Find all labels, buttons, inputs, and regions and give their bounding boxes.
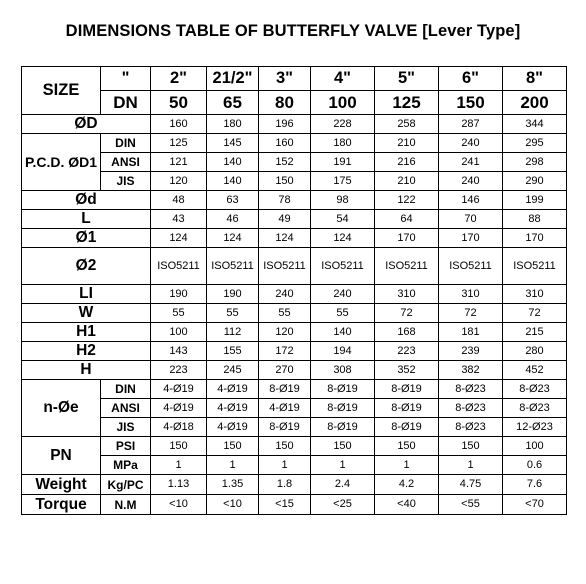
size-inch-cell: 4": [311, 67, 375, 91]
value-cell: 150: [311, 437, 375, 456]
value-cell: 150: [375, 437, 439, 456]
size-dn-cell: 80: [259, 91, 311, 115]
value-cell: <15: [259, 495, 311, 515]
table-row: [22, 437, 567, 456]
size-dn-cell: 65: [207, 91, 259, 115]
value-cell: 241: [439, 153, 503, 172]
value-cell: 124: [151, 229, 207, 248]
value-cell: 8-Ø19: [375, 380, 439, 399]
value-cell: 382: [439, 361, 503, 380]
value-cell: 170: [375, 229, 439, 248]
value-cell: 310: [439, 285, 503, 304]
table-row: [22, 210, 567, 229]
value-cell: 140: [207, 172, 259, 191]
sub-label-din: DIN: [101, 380, 151, 399]
value-cell: 170: [503, 229, 567, 248]
table-row: [22, 134, 567, 153]
value-cell: 12-Ø23: [503, 418, 567, 437]
value-cell: 1: [207, 456, 259, 475]
sub-label-jis: JIS: [101, 418, 151, 437]
value-cell: 124: [259, 229, 311, 248]
row-label-o2: Ø2: [22, 248, 151, 285]
value-cell: 8-Ø19: [311, 399, 375, 418]
value-cell: 4-Ø19: [151, 380, 207, 399]
row-label-pcd: P.C.D. ØD1: [22, 134, 101, 191]
value-cell: 8-Ø23: [439, 399, 503, 418]
value-cell: 150: [259, 437, 311, 456]
table-row: [22, 191, 567, 210]
value-cell: 344: [503, 115, 567, 134]
value-cell: 4-Ø19: [207, 380, 259, 399]
table-row: [22, 304, 567, 323]
value-cell: 54: [311, 210, 375, 229]
value-cell: 258: [375, 115, 439, 134]
value-cell: 55: [259, 304, 311, 323]
value-cell: 210: [375, 172, 439, 191]
value-cell: 1.35: [207, 475, 259, 495]
row-label-h1: H1: [22, 323, 151, 342]
value-cell: 150: [439, 437, 503, 456]
value-cell: 240: [439, 134, 503, 153]
value-cell: 452: [503, 361, 567, 380]
value-cell: <10: [151, 495, 207, 515]
value-cell: ISO5211: [375, 248, 439, 285]
value-cell: ISO5211: [207, 248, 259, 285]
value-cell: 180: [311, 134, 375, 153]
value-cell: 190: [207, 285, 259, 304]
table-row: [22, 229, 567, 248]
value-cell: 72: [503, 304, 567, 323]
value-cell: 175: [311, 172, 375, 191]
value-cell: 1: [311, 456, 375, 475]
value-cell: 210: [375, 134, 439, 153]
value-cell: 8-Ø19: [259, 418, 311, 437]
value-cell: 1.13: [151, 475, 207, 495]
value-cell: <40: [375, 495, 439, 515]
size-inch-cell: 6": [439, 67, 503, 91]
value-cell: 78: [259, 191, 311, 210]
value-cell: 4-Ø19: [151, 399, 207, 418]
value-cell: 1: [375, 456, 439, 475]
header-row-dn: [22, 91, 567, 115]
value-cell: 270: [259, 361, 311, 380]
size-inch-cell: 2": [151, 67, 207, 91]
value-cell: 180: [207, 115, 259, 134]
value-cell: 140: [207, 153, 259, 172]
value-cell: 160: [151, 115, 207, 134]
value-cell: 150: [259, 172, 311, 191]
value-cell: 146: [439, 191, 503, 210]
value-cell: 290: [503, 172, 567, 191]
value-cell: 120: [259, 323, 311, 342]
value-cell: 152: [259, 153, 311, 172]
row-label-noe: n-Øe: [22, 380, 101, 437]
value-cell: 4-Ø18: [151, 418, 207, 437]
table-row: [22, 475, 567, 495]
value-cell: 43: [151, 210, 207, 229]
unit-label-weight: Kg/PC: [101, 475, 151, 495]
value-cell: ISO5211: [259, 248, 311, 285]
value-cell: 194: [311, 342, 375, 361]
value-cell: 8-Ø19: [375, 418, 439, 437]
table-row: [22, 456, 567, 475]
sub-label-ansi: ANSI: [101, 153, 151, 172]
value-cell: 199: [503, 191, 567, 210]
size-label: SIZE: [22, 67, 101, 115]
row-label-torque: Torque: [22, 495, 101, 515]
value-cell: 140: [311, 323, 375, 342]
value-cell: 48: [151, 191, 207, 210]
value-cell: 8-Ø19: [375, 399, 439, 418]
dimensions-table: [21, 66, 567, 515]
size-dn-cell: 50: [151, 91, 207, 115]
value-cell: 1: [151, 456, 207, 475]
value-cell: 0.6: [503, 456, 567, 475]
value-cell: 4-Ø19: [259, 399, 311, 418]
value-cell: 55: [311, 304, 375, 323]
table-row: [22, 361, 567, 380]
value-cell: 8-Ø23: [503, 380, 567, 399]
value-cell: 8-Ø23: [439, 418, 503, 437]
value-cell: <10: [207, 495, 259, 515]
size-dn-cell: 100: [311, 91, 375, 115]
value-cell: <70: [503, 495, 567, 515]
value-cell: 143: [151, 342, 207, 361]
row-label-l: L: [22, 210, 151, 229]
row-label-od-small: Ød: [22, 191, 151, 210]
table-row: [22, 495, 567, 515]
value-cell: 287: [439, 115, 503, 134]
table-row: [22, 285, 567, 304]
value-cell: 7.6: [503, 475, 567, 495]
value-cell: ISO5211: [439, 248, 503, 285]
value-cell: 72: [375, 304, 439, 323]
table-row: [22, 399, 567, 418]
value-cell: 125: [151, 134, 207, 153]
sub-label-din: DIN: [101, 134, 151, 153]
value-cell: 240: [439, 172, 503, 191]
value-cell: ISO5211: [311, 248, 375, 285]
value-cell: 216: [375, 153, 439, 172]
value-cell: 122: [375, 191, 439, 210]
value-cell: 112: [207, 323, 259, 342]
value-cell: 190: [151, 285, 207, 304]
table-title: DIMENSIONS TABLE OF BUTTERFLY VALVE [Lever Type]: [65, 22, 521, 40]
size-inch-cell: 5": [375, 67, 439, 91]
value-cell: 223: [151, 361, 207, 380]
value-cell: 310: [503, 285, 567, 304]
value-cell: 170: [439, 229, 503, 248]
value-cell: 1.8: [259, 475, 311, 495]
value-cell: 352: [375, 361, 439, 380]
value-cell: 298: [503, 153, 567, 172]
value-cell: 8-Ø23: [503, 399, 567, 418]
table-row: [22, 153, 567, 172]
value-cell: <25: [311, 495, 375, 515]
table-row: [22, 342, 567, 361]
value-cell: 240: [311, 285, 375, 304]
value-cell: 150: [207, 437, 259, 456]
sub-label-jis: JIS: [101, 172, 151, 191]
value-cell: 88: [503, 210, 567, 229]
size-inch-cell: 8": [503, 67, 567, 91]
value-cell: 120: [151, 172, 207, 191]
value-cell: 55: [151, 304, 207, 323]
value-cell: 280: [503, 342, 567, 361]
value-cell: 145: [207, 134, 259, 153]
value-cell: 100: [151, 323, 207, 342]
value-cell: 4-Ø19: [207, 418, 259, 437]
value-cell: <55: [439, 495, 503, 515]
value-cell: 215: [503, 323, 567, 342]
value-cell: 121: [151, 153, 207, 172]
row-label-weight: Weight: [22, 475, 101, 495]
dn-label: DN: [101, 91, 151, 115]
value-cell: 155: [207, 342, 259, 361]
row-label-li: LI: [22, 285, 151, 304]
sub-label-ansi: ANSI: [101, 399, 151, 418]
row-label-o1: Ø1: [22, 229, 151, 248]
value-cell: 124: [207, 229, 259, 248]
value-cell: 98: [311, 191, 375, 210]
value-cell: 124: [311, 229, 375, 248]
value-cell: 4.75: [439, 475, 503, 495]
value-cell: 295: [503, 134, 567, 153]
value-cell: 63: [207, 191, 259, 210]
sub-label-mpa: MPa: [101, 456, 151, 475]
value-cell: 49: [259, 210, 311, 229]
value-cell: 100: [503, 437, 567, 456]
value-cell: 4-Ø19: [207, 399, 259, 418]
table-row: [22, 172, 567, 191]
size-inch-cell: 3": [259, 67, 311, 91]
sub-label-psi: PSI: [101, 437, 151, 456]
unit-label-torque: N.M: [101, 495, 151, 515]
value-cell: 308: [311, 361, 375, 380]
value-cell: 8-Ø19: [311, 380, 375, 399]
value-cell: 196: [259, 115, 311, 134]
value-cell: 1: [439, 456, 503, 475]
value-cell: 8-Ø23: [439, 380, 503, 399]
size-dn-cell: 200: [503, 91, 567, 115]
table-row: [22, 248, 567, 285]
inch-unit-label: ": [101, 67, 151, 91]
value-cell: 8-Ø19: [311, 418, 375, 437]
value-cell: 70: [439, 210, 503, 229]
value-cell: 228: [311, 115, 375, 134]
value-cell: 223: [375, 342, 439, 361]
value-cell: 160: [259, 134, 311, 153]
size-dn-cell: 150: [439, 91, 503, 115]
value-cell: 168: [375, 323, 439, 342]
value-cell: 55: [207, 304, 259, 323]
value-cell: 8-Ø19: [259, 380, 311, 399]
table-row: [22, 380, 567, 399]
row-label-h: H: [22, 361, 151, 380]
size-inch-cell: 21/2": [207, 67, 259, 91]
value-cell: 72: [439, 304, 503, 323]
value-cell: ISO5211: [151, 248, 207, 285]
value-cell: 46: [207, 210, 259, 229]
value-cell: 240: [259, 285, 311, 304]
header-row-inch: [22, 67, 567, 91]
row-label-w: W: [22, 304, 151, 323]
value-cell: 172: [259, 342, 311, 361]
value-cell: 245: [207, 361, 259, 380]
table-row: [22, 323, 567, 342]
value-cell: 1: [259, 456, 311, 475]
table-row: [22, 418, 567, 437]
value-cell: 310: [375, 285, 439, 304]
row-label-h2: H2: [22, 342, 151, 361]
table-row: [22, 115, 567, 134]
row-label-od: ØD: [22, 115, 151, 134]
value-cell: 239: [439, 342, 503, 361]
value-cell: 191: [311, 153, 375, 172]
row-label-pn: PN: [22, 437, 101, 475]
value-cell: 150: [151, 437, 207, 456]
value-cell: 4.2: [375, 475, 439, 495]
size-dn-cell: 125: [375, 91, 439, 115]
value-cell: ISO5211: [503, 248, 567, 285]
value-cell: 181: [439, 323, 503, 342]
value-cell: 64: [375, 210, 439, 229]
value-cell: 2.4: [311, 475, 375, 495]
